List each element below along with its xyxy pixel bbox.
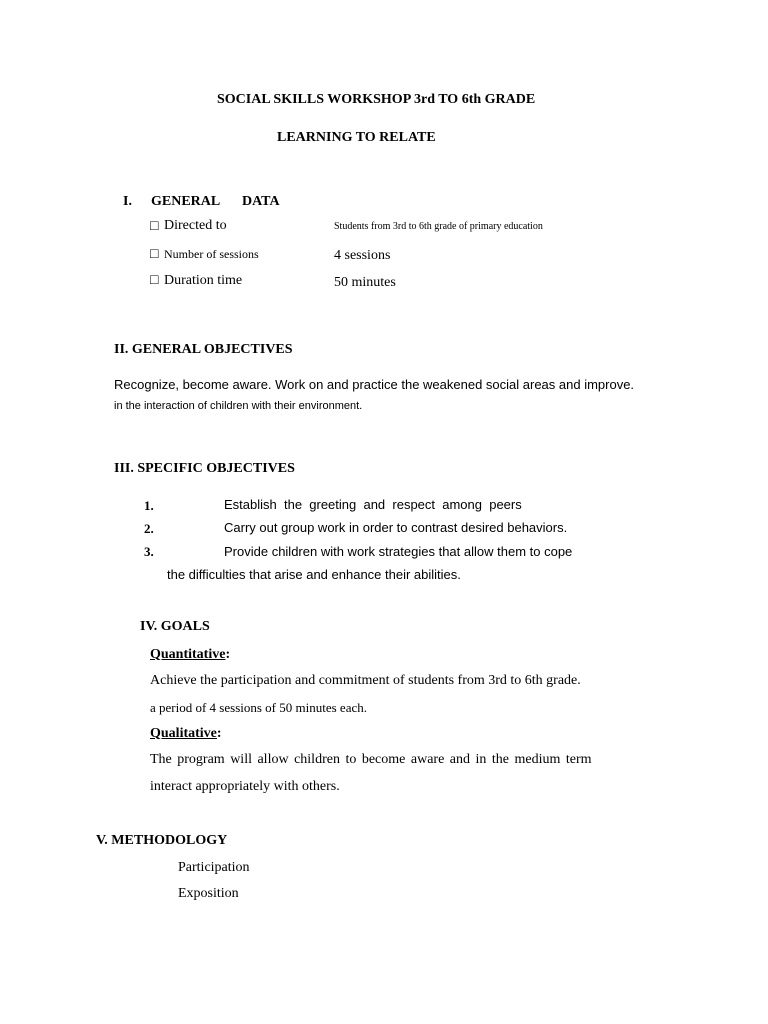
list-item: Carry out group work in order to contrast desired behaviors. <box>224 520 568 535</box>
list-item-continuation: the difficulties that arise and enhance their abilities. <box>167 567 461 582</box>
quantitative-label: Quantitative <box>150 647 226 662</box>
paragraph-line: a period of 4 sessions of 50 minutes each. <box>150 700 367 715</box>
list-number: 1. <box>144 498 154 513</box>
checkbox-icon: □ <box>150 219 159 234</box>
list-number: 3. <box>144 544 154 559</box>
checkbox-icon: □ <box>150 273 159 288</box>
paragraph-line: interact appropriately with others. <box>150 779 340 794</box>
paragraph-line: Achieve the participation and commitment of students from 3rd to 6th grade. <box>150 673 581 688</box>
data-row-label: Number of sessions <box>164 247 259 261</box>
label-colon: : <box>225 647 231 662</box>
label-colon: : <box>216 726 222 741</box>
paragraph-line: in the interaction of children with their environment. <box>114 400 363 412</box>
list-item: Exposition <box>178 886 239 901</box>
section-numeral: I. <box>123 194 132 209</box>
section-heading: DATA <box>242 194 280 209</box>
section-heading: GENERAL <box>151 194 221 209</box>
paragraph-line: The program will allow children to become aware and in the medium term <box>150 752 592 767</box>
list-item: Participation <box>178 860 250 875</box>
data-row-value: 4 sessions <box>334 248 391 263</box>
data-row-label: Duration time <box>164 273 243 288</box>
data-row-value: 50 minutes <box>334 275 396 290</box>
data-row-value: Students from 3rd to 6th grade of primary education <box>334 221 543 232</box>
document-title: SOCIAL SKILLS WORKSHOP 3rd TO 6th GRADE <box>217 92 536 107</box>
data-row-label: Directed to <box>164 218 227 233</box>
goal-type-label <box>150 647 230 663</box>
list-item: Provide children with work strategies that allow them to cope <box>224 544 573 559</box>
section-heading: V. METHODOLOGY <box>96 833 228 848</box>
goal-type-label <box>150 726 222 742</box>
section-heading: III. SPECIFIC OBJECTIVES <box>114 461 295 476</box>
qualitative-label: Qualitative <box>150 726 217 741</box>
list-number: 2. <box>144 521 154 536</box>
paragraph-line: Recognize, become aware. Work on and practice the weakened social areas and improve. <box>114 377 635 392</box>
section-heading: IV. GOALS <box>140 619 210 634</box>
section-heading: II. GENERAL OBJECTIVES <box>114 342 293 357</box>
checkbox-icon: □ <box>150 247 159 262</box>
list-item: Establish the greeting and respect among peers <box>224 497 522 512</box>
document-subtitle: LEARNING TO RELATE <box>277 130 436 145</box>
